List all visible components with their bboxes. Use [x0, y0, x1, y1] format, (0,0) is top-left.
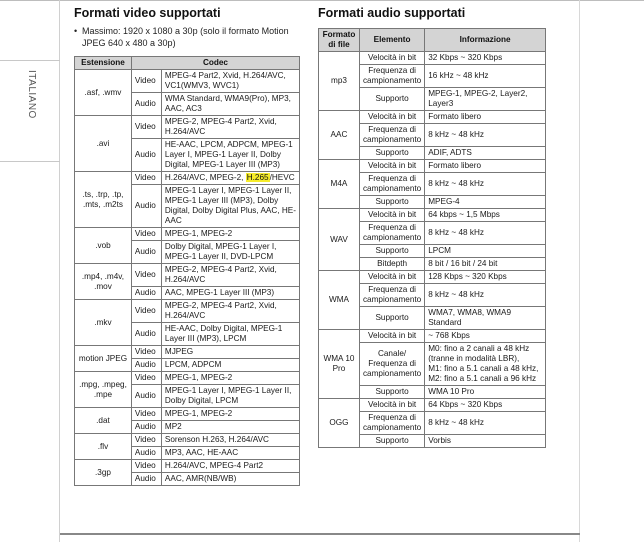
format-wma: WMA	[319, 271, 360, 330]
video-codec-cell: Sorenson H.263, H.264/AVC	[161, 434, 299, 447]
element-label: Frequenza di campionamento	[359, 284, 424, 307]
video-codec-cell: MPEG-1, MPEG-2	[161, 228, 299, 241]
info-value: 64 kbps ~ 1,5 Mbps	[425, 209, 546, 222]
audio-codec-cell: HE-AAC, LPCM, ADPCM, MPEG-1 Layer I, MPEG-1 Layer II, Dolby Digital, MPEG-1 Layer III (MP3)	[161, 139, 299, 172]
video-codec-cell: MPEG-1, MPEG-2	[161, 408, 299, 421]
language-label: ITALIANO	[26, 70, 37, 119]
info-value: LPCM	[425, 245, 546, 258]
extension-cell: motion JPEG	[75, 346, 132, 372]
element-label: Velocità in bit	[359, 271, 424, 284]
channel-line: M1: fino a 5.1 canali a 48 kHz,	[428, 364, 539, 373]
info-value: Formato libero	[425, 111, 546, 124]
stream-label-audio: Audio	[131, 473, 161, 486]
element-label: Velocità in bit	[359, 52, 424, 65]
video-codec-cell: MPEG-2, MPEG-4 Part2, Xvid, H.264/AVC	[161, 116, 299, 139]
stream-label-audio: Audio	[131, 385, 161, 408]
element-label: Supporto	[359, 245, 424, 258]
stream-label-audio: Audio	[131, 421, 161, 434]
table-row	[319, 330, 546, 343]
audio-codec-cell: AAC, MPEG-1 Layer III (MP3)	[161, 287, 299, 300]
video-max-note	[74, 25, 304, 49]
table-row	[75, 228, 300, 241]
element-label: Supporto	[359, 147, 424, 160]
stream-label-audio: Audio	[131, 359, 161, 372]
channel-line: M0: fino a 2 canali a 48 kHz	[428, 344, 530, 353]
info-value: WMA 10 Pro	[425, 386, 546, 399]
audio-formats-title: Formati audio supportati	[318, 6, 466, 20]
element-label: Velocità in bit	[359, 160, 424, 173]
audio-codec-cell: MPEG-1 Layer I, MPEG-1 Layer II, MPEG-1 Layer III (MP3), Dolby Digital, Dolby Digital Plus, AAC, HE-AAC	[161, 185, 299, 228]
channel-line: M2: fino a 5.1 canali a 96 kHz	[428, 374, 537, 383]
table-row	[319, 399, 546, 412]
element-label: Velocità in bit	[359, 330, 424, 343]
extension-cell: .flv	[75, 434, 132, 460]
format-mp3: mp3	[319, 52, 360, 111]
video-codec-cell: H.264/AVC, MPEG-4 Part2	[161, 460, 299, 473]
table-row	[75, 116, 300, 139]
stream-label-video: Video	[131, 70, 161, 93]
audio-codec-cell: WMA Standard, WMA9(Pro), MP3, AAC, AC3	[161, 93, 299, 116]
table-header-row	[319, 29, 546, 52]
info-value: 8 bit / 16 bit / 24 bit	[425, 258, 546, 271]
stream-label-video: Video	[131, 228, 161, 241]
extension-cell: .3gp	[75, 460, 132, 486]
table-row	[319, 52, 546, 65]
audio-codec-cell: AAC, AMR(NB/WB)	[161, 473, 299, 486]
extension-cell: .avi	[75, 116, 132, 172]
stream-label-video: Video	[131, 460, 161, 473]
info-value: MPEG-4	[425, 196, 546, 209]
info-value: MPEG-1, MPEG-2, Layer2, Layer3	[425, 88, 546, 111]
video-codec-cell: MPEG-1, MPEG-2	[161, 372, 299, 385]
bullet-icon: •	[74, 26, 78, 36]
video-codec-cell: MPEG-4 Part2, Xvid, H.264/AVC, VC1(WMV3, WVC1)	[161, 70, 299, 93]
info-value: ADIF, ADTS	[425, 147, 546, 160]
right-margin-line	[579, 0, 580, 542]
element-label: Frequenza di campionamento	[359, 222, 424, 245]
channel-line: (tranne in modalità LBR),	[428, 354, 520, 363]
video-codec-cell: MPEG-2, MPEG-4 Part2, Xvid, H.264/AVC	[161, 300, 299, 323]
top-rule	[0, 0, 644, 1]
extension-cell: .mpg, .mpeg, .mpe	[75, 372, 132, 408]
video-formats-title: Formati video supportati	[74, 6, 221, 20]
table-row	[319, 160, 546, 173]
bottom-rule	[60, 533, 580, 535]
audio-codec-cell: MPEG-1 Layer I, MPEG-1 Layer II, Dolby Digital, LPCM	[161, 385, 299, 408]
element-label: Frequenza di campionamento	[359, 124, 424, 147]
element-label: Velocità in bit	[359, 209, 424, 222]
element-label: Supporto	[359, 88, 424, 111]
info-value: Vorbis	[425, 435, 546, 448]
element-label: Frequenza di campionamento	[359, 65, 424, 88]
stream-label-audio: Audio	[131, 185, 161, 228]
info-value-channels	[425, 343, 546, 386]
element-label: Supporto	[359, 435, 424, 448]
extension-cell: .vob	[75, 228, 132, 264]
table-row	[75, 434, 300, 447]
element-header: Elemento	[359, 29, 424, 52]
info-value: 8 kHz ~ 48 kHz	[425, 222, 546, 245]
audio-formats-table	[318, 28, 546, 448]
format-ogg: OGG	[319, 399, 360, 448]
audio-codec-cell: MP2	[161, 421, 299, 434]
format-wma10pro: WMA 10 Pro	[319, 330, 360, 399]
table-row	[75, 346, 300, 359]
format-header: Formato di file	[319, 29, 360, 52]
info-value: 16 kHz ~ 48 kHz	[425, 65, 546, 88]
extension-cell: .ts, .trp, .tp, .mts, .m2ts	[75, 172, 132, 228]
format-m4a: M4A	[319, 160, 360, 209]
stream-label-video: Video	[131, 300, 161, 323]
info-value: 64 Kbps ~ 320 Kbps	[425, 399, 546, 412]
element-label: Supporto	[359, 307, 424, 330]
extension-cell: .mp4, .m4v, .mov	[75, 264, 132, 300]
element-label: Velocità in bit	[359, 111, 424, 124]
stream-label-video: Video	[131, 172, 161, 185]
stream-label-video: Video	[131, 264, 161, 287]
stream-label-video: Video	[131, 116, 161, 139]
stream-label-video: Video	[131, 408, 161, 421]
stream-label-audio: Audio	[131, 93, 161, 116]
table-header-row	[75, 57, 300, 70]
format-aac: AAC	[319, 111, 360, 160]
info-value: 8 kHz ~ 48 kHz	[425, 173, 546, 196]
video-codec-cell	[161, 172, 299, 185]
element-label: Frequenza di campionamento	[359, 412, 424, 435]
element-label: Supporto	[359, 386, 424, 399]
stream-label-audio: Audio	[131, 323, 161, 346]
table-row	[75, 408, 300, 421]
element-label: Canale/ Frequenza di campionamento	[359, 343, 424, 386]
stream-label-video: Video	[131, 372, 161, 385]
stream-label-audio: Audio	[131, 447, 161, 460]
extension-cell: .asf, .wmv	[75, 70, 132, 116]
audio-codec-cell: HE-AAC, Dolby Digital, MPEG-1 Layer III (MP3), LPCM	[161, 323, 299, 346]
table-row	[75, 172, 300, 185]
codec-text: H.264/AVC, MPEG-2,	[164, 173, 246, 182]
info-value: WMA7, WMA8, WMA9 Standard	[425, 307, 546, 330]
table-row	[75, 460, 300, 473]
stream-label-audio: Audio	[131, 287, 161, 300]
table-row	[75, 300, 300, 323]
element-label: Velocità in bit	[359, 399, 424, 412]
table-row	[319, 209, 546, 222]
format-wav: WAV	[319, 209, 360, 271]
video-formats-table	[74, 56, 300, 486]
video-codec-cell: MJPEG	[161, 346, 299, 359]
info-value: ~ 768 Kbps	[425, 330, 546, 343]
info-value: Formato libero	[425, 160, 546, 173]
table-row	[319, 111, 546, 124]
table-row	[75, 372, 300, 385]
extension-cell: .mkv	[75, 300, 132, 346]
video-max-note-text: Massimo: 1920 x 1080 a 30p (solo il formato Motion JPEG 640 x 480 a 30p)	[82, 26, 289, 48]
audio-codec-cell: MP3, AAC, HE-AAC	[161, 447, 299, 460]
info-value: 32 Kbps ~ 320 Kbps	[425, 52, 546, 65]
info-value: 128 Kbps ~ 320 Kbps	[425, 271, 546, 284]
extension-cell: .dat	[75, 408, 132, 434]
info-value: 8 kHz ~ 48 kHz	[425, 412, 546, 435]
info-header: Informazione	[425, 29, 546, 52]
stream-label-video: Video	[131, 346, 161, 359]
video-codec-cell: MPEG-2, MPEG-4 Part2, Xvid, H.264/AVC	[161, 264, 299, 287]
info-value: 8 kHz ~ 48 kHz	[425, 124, 546, 147]
table-row	[319, 271, 546, 284]
codec-header: Codec	[131, 57, 299, 70]
element-label: Bitdepth	[359, 258, 424, 271]
stream-label-video: Video	[131, 434, 161, 447]
codec-text: /HEVC	[269, 173, 295, 182]
element-label: Frequenza di campionamento	[359, 173, 424, 196]
table-row	[75, 264, 300, 287]
highlighted-codec: H.265	[246, 173, 269, 182]
info-value: 8 kHz ~ 48 kHz	[425, 284, 546, 307]
audio-codec-cell: LPCM, ADPCM	[161, 359, 299, 372]
audio-codec-cell: Dolby Digital, MPEG-1 Layer I, MPEG-1 Layer II, DVD-LPCM	[161, 241, 299, 264]
extension-header: Estensione	[75, 57, 132, 70]
element-label: Supporto	[359, 196, 424, 209]
stream-label-audio: Audio	[131, 241, 161, 264]
stream-label-audio: Audio	[131, 139, 161, 172]
table-row	[75, 70, 300, 93]
